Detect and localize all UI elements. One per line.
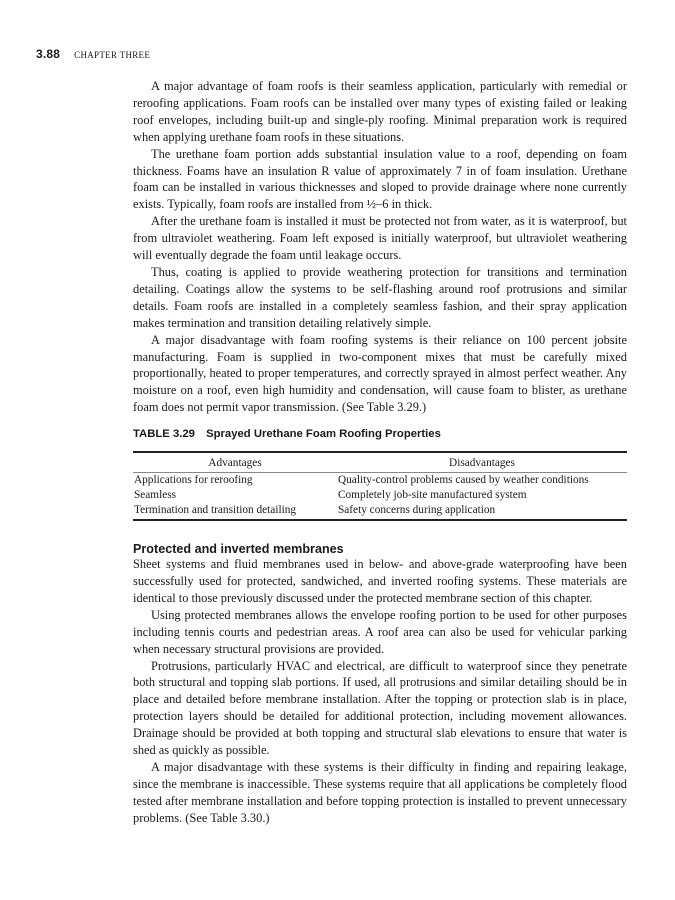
running-header — [36, 47, 150, 61]
table-cell: Applications for reroofing — [134, 474, 253, 487]
header-advantages: Advantages — [133, 452, 337, 473]
table-cell: Seamless — [134, 489, 177, 502]
section-paragraph-1: Sheet systems and fluid membranes used in below- and above-grade waterproofing have been successfully used for protected, sandwiched, and inverted roofing systems. These materials are identical to those previously discussed under the protected membrane section of this chapter. — [133, 557, 627, 605]
table-cell: Completely job-site manufactured system — [338, 489, 527, 502]
table-number: TABLE 3.29 — [133, 428, 195, 441]
table-cell: Termination and transition detailing — [133, 503, 337, 520]
table-caption — [133, 428, 627, 440]
table-cell: Quality-control problems caused by weather conditions — [338, 474, 589, 487]
header-disadvantages: Disadvantages — [337, 452, 627, 473]
intro-paragraph-5: A major disadvantage with foam roofing systems is their reliance on 100 percent jobsite manufacturing. Foam is supplied in two-component mixes that must be carefully mixed proportionally, heated to proper temperatures, and correctly sprayed in almost perfect weather. Any moisture on a roof, even high humidity and condensation, will cause foam to blister, as urethane foam does not permit vapor transmission. (See Table 3.29.) — [133, 332, 627, 415]
intro-paragraph-4: Thus, coating is applied to provide weathering protection for transitions and termination detailing. Coatings allow the systems to be self-flashing around roof protrusions and similar details. Foam roofs are installed in a completely seamless fashion, and their spray application makes termination and transition detailing relatively simple. — [133, 264, 627, 330]
properties-table — [133, 451, 627, 521]
page-number: 3.88 — [36, 47, 61, 61]
table-header-row — [133, 452, 627, 473]
table-row — [133, 473, 627, 489]
table-title: Sprayed Urethane Foam Roofing Properties — [206, 428, 441, 441]
intro-paragraph-1: A major advantage of foam roofs is their seamless application, particularly with remedial or reroofing applications. Foam roofs can be installed over many types of existing failed or leaking roof envelopes, including built-up and single-ply roofing. Minimal preparation work is required when applying urethane foam roofs in these situations. — [133, 79, 627, 144]
section-paragraph-3: Protrusions, particularly HVAC and electrical, are difficult to waterproof since they penetrate both structural and topping slab portions. If used, all protrusions and similar detailing should be in place and detailed before membrane installation. After the topping or protection slab is in place, protection layers should be detailed for additional protection, including movement allowances. Drainage should be provided at both topping and structural slab elevations to ensure that water is shed as quickly as possible. — [133, 658, 627, 758]
table-cell: Safety concerns during application — [337, 503, 627, 520]
section-heading: Protected and inverted membranes — [133, 542, 344, 557]
section-paragraph-2: Using protected membranes allows the envelope roofing portion to be used for other purposes including tennis courts and pedestrian areas. A roof area can also be used for vehicular parking when necessary structural provisions are provided. — [133, 607, 627, 656]
page-body — [133, 78, 627, 827]
chapter-title: CHAPTER THREE — [74, 50, 151, 60]
intro-paragraph-3: After the urethane foam is installed it must be protected not from water, as it is waterproof, but from ultraviolet weathering. Foam left exposed is initially waterproof, but ultraviolet weathering will eventually degrade the foam until leakage occurs. — [133, 214, 627, 263]
section-paragraph-4: A major disadvantage with these systems is their difficulty in finding and repairing leakage, since the membrane is inaccessible. These systems require that all applications be completely flood tested after membrane installation and before topping protection is installed to prevent unnecessary problems. (See Table 3.30.) — [133, 760, 627, 825]
intro-paragraph-2: The urethane foam portion adds substantial insulation value to a roof, depending on foam thickness. Foams have an insulation R value of approximately 7 in of foam insulation. Urethane foam can be installed in various thicknesses and sloped to provide drainage where none currently exists. Typically, foam roofs are installed from ½–6 in thick. — [133, 146, 627, 212]
table-row — [133, 488, 627, 503]
table-row — [133, 503, 627, 520]
